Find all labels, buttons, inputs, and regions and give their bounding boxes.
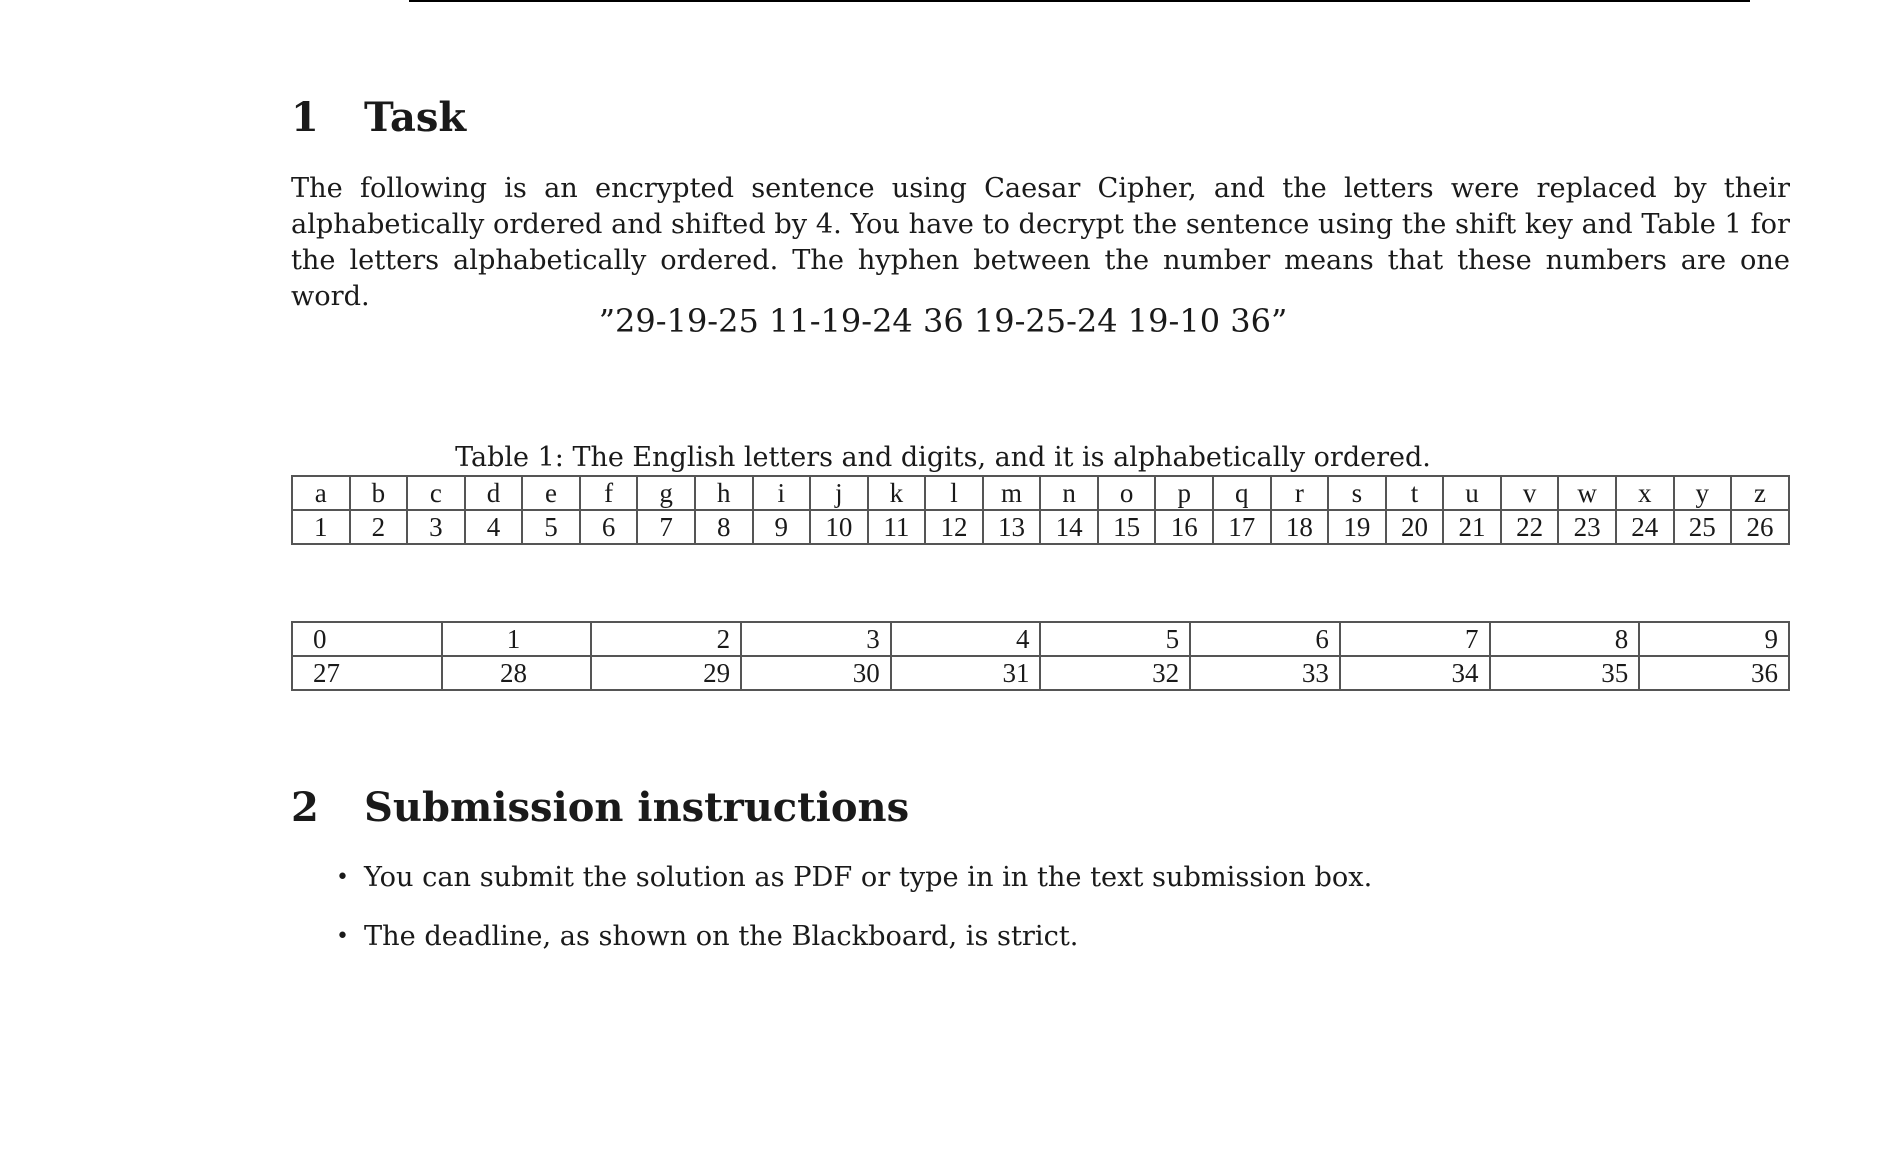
list-item-text: You can submit the solution as PDF or type in in the text submission box. xyxy=(364,862,1373,893)
letter-value-cell: 26 xyxy=(1731,510,1789,544)
letter-value-cell: 21 xyxy=(1443,510,1501,544)
letter-value-cell: 23 xyxy=(1558,510,1616,544)
section-heading-submission xyxy=(291,784,910,831)
table-caption: Table 1: The English letters and digits, and it is alphabetically ordered. xyxy=(455,442,1431,473)
letter-cell: r xyxy=(1271,476,1329,510)
list-item-text: The deadline, as shown on the Blackboard, is strict. xyxy=(364,921,1079,952)
letters-row xyxy=(292,476,1789,510)
letter-cell: w xyxy=(1558,476,1616,510)
letter-cell: d xyxy=(465,476,523,510)
digit-value-cell: 30 xyxy=(741,656,891,690)
letter-value-cell: 10 xyxy=(810,510,868,544)
submission-list xyxy=(336,860,1372,978)
letter-value-cell: 13 xyxy=(983,510,1041,544)
digit-value-cell: 34 xyxy=(1340,656,1490,690)
letter-values-row xyxy=(292,510,1789,544)
digit-value-cell: 33 xyxy=(1190,656,1340,690)
letter-value-cell: 8 xyxy=(695,510,753,544)
digit-cell: 4 xyxy=(891,622,1041,656)
digit-value-cell: 28 xyxy=(442,656,592,690)
digit-value-cell: 27 xyxy=(292,656,442,690)
letter-cell: f xyxy=(580,476,638,510)
letter-cell: v xyxy=(1501,476,1559,510)
digit-value-cell: 29 xyxy=(591,656,741,690)
letter-cell: y xyxy=(1674,476,1732,510)
letter-value-cell: 22 xyxy=(1501,510,1559,544)
letter-value-cell: 14 xyxy=(1040,510,1098,544)
letter-value-cell: 12 xyxy=(925,510,983,544)
digit-value-cell: 31 xyxy=(891,656,1041,690)
digit-cell: 2 xyxy=(591,622,741,656)
letter-cell: m xyxy=(983,476,1041,510)
list-item xyxy=(336,860,1372,919)
task-paragraph: The following is an encrypted sentence using Caesar Cipher, and the letters were replaced by their alphabetically ordered and shifted by 4. You have to decrypt the sentence using the shift key and Table 1 for the letters alphabetically ordered. The hyphen between the number means that these numbers are one word. xyxy=(291,173,1790,312)
bullet-icon: • xyxy=(336,924,349,949)
digit-values-row xyxy=(292,656,1789,690)
letter-cell: o xyxy=(1098,476,1156,510)
letter-value-cell: 5 xyxy=(522,510,580,544)
letter-cell: z xyxy=(1731,476,1789,510)
letter-value-cell: 3 xyxy=(407,510,465,544)
letter-cell: t xyxy=(1386,476,1444,510)
letter-value-cell: 25 xyxy=(1674,510,1732,544)
digit-cell: 0 xyxy=(292,622,442,656)
letter-cell: l xyxy=(925,476,983,510)
letter-cell: q xyxy=(1213,476,1271,510)
letter-value-cell: 4 xyxy=(465,510,523,544)
digits-row xyxy=(292,622,1789,656)
letter-value-cell: 19 xyxy=(1328,510,1386,544)
digit-cell: 3 xyxy=(741,622,891,656)
section-title: Task xyxy=(364,94,467,141)
letter-value-cell: 1 xyxy=(292,510,350,544)
section-number: 2 xyxy=(291,784,319,831)
list-item xyxy=(336,919,1372,978)
letter-cell: c xyxy=(407,476,465,510)
letter-value-cell: 20 xyxy=(1386,510,1444,544)
letter-value-cell: 2 xyxy=(350,510,408,544)
letter-cell: p xyxy=(1155,476,1213,510)
digit-cell: 5 xyxy=(1040,622,1190,656)
letter-value-cell: 15 xyxy=(1098,510,1156,544)
section-heading-task xyxy=(291,94,467,141)
digit-cell: 1 xyxy=(442,622,592,656)
letter-value-cell: 6 xyxy=(580,510,638,544)
letter-cell: x xyxy=(1616,476,1674,510)
digits-table xyxy=(291,621,1790,691)
letter-value-cell: 16 xyxy=(1155,510,1213,544)
letter-cell: k xyxy=(868,476,926,510)
digit-value-cell: 35 xyxy=(1490,656,1640,690)
bullet-icon: • xyxy=(336,865,349,890)
letter-cell: n xyxy=(1040,476,1098,510)
letter-value-cell: 9 xyxy=(753,510,811,544)
digit-cell: 7 xyxy=(1340,622,1490,656)
letter-cell: e xyxy=(522,476,580,510)
digit-cell: 6 xyxy=(1190,622,1340,656)
letter-cell: i xyxy=(753,476,811,510)
digit-value-cell: 36 xyxy=(1639,656,1789,690)
cipher-text: ”29-19-25 11-19-24 36 19-25-24 19-10 36” xyxy=(598,302,1288,340)
section-title: Submission instructions xyxy=(364,784,910,831)
letter-cell: a xyxy=(292,476,350,510)
letter-value-cell: 18 xyxy=(1271,510,1329,544)
digit-value-cell: 32 xyxy=(1040,656,1190,690)
letter-value-cell: 11 xyxy=(868,510,926,544)
letter-cell: s xyxy=(1328,476,1386,510)
letter-cell: g xyxy=(637,476,695,510)
letter-value-cell: 17 xyxy=(1213,510,1271,544)
letter-value-cell: 7 xyxy=(637,510,695,544)
letter-cell: b xyxy=(350,476,408,510)
section-number: 1 xyxy=(291,94,319,141)
letter-cell: h xyxy=(695,476,753,510)
digit-cell: 8 xyxy=(1490,622,1640,656)
letter-cell: j xyxy=(810,476,868,510)
letter-cell: u xyxy=(1443,476,1501,510)
letter-value-cell: 24 xyxy=(1616,510,1674,544)
digit-cell: 9 xyxy=(1639,622,1789,656)
letters-table xyxy=(291,475,1790,545)
page-top-rule xyxy=(409,0,1750,2)
